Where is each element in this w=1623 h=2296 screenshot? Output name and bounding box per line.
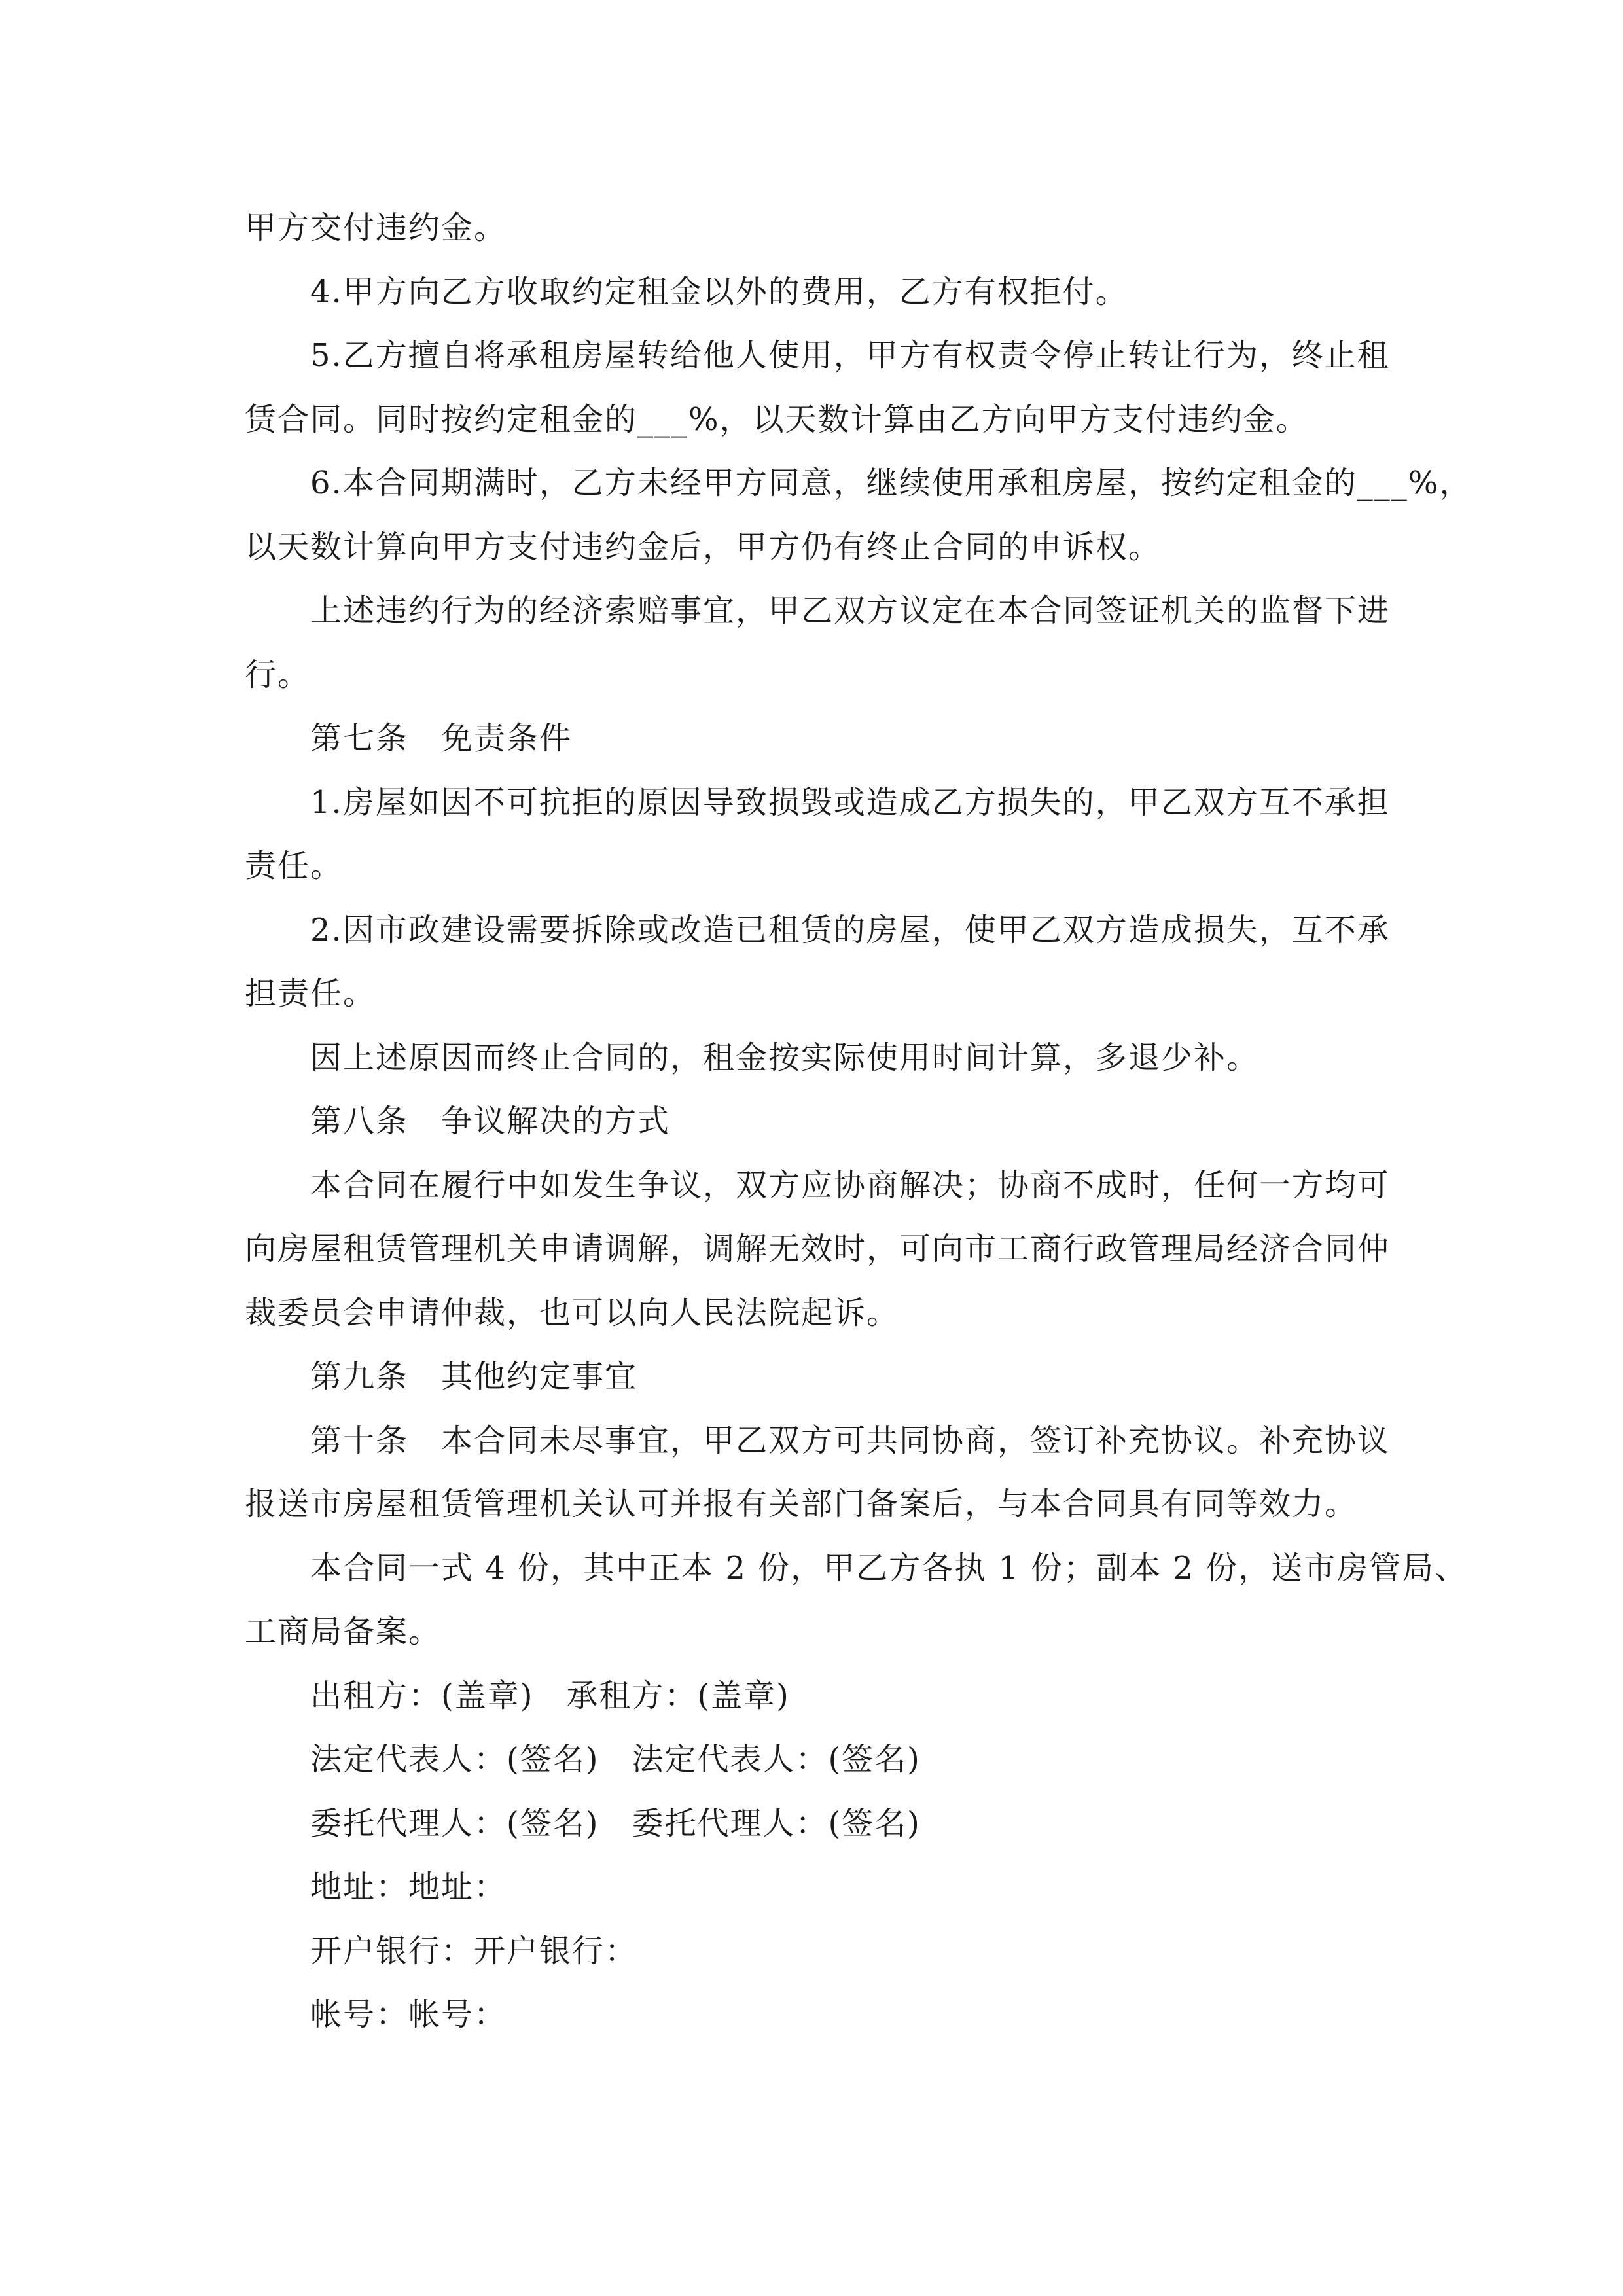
paragraph	[245, 1154, 1391, 1346]
paragraph	[245, 452, 1472, 579]
paragraph	[245, 1409, 1391, 1537]
text-line: 本合同一式 4 份，其中正本 2 份，甲乙方各执 1 份；副本 2 份，送市房管局、	[310, 1549, 1468, 1587]
paragraph	[245, 1728, 1383, 1792]
paragraph	[245, 1026, 1383, 1090]
text-line: 因上述原因而终止合同的，租金按实际使用时间计算，多退少补。	[310, 1039, 1260, 1076]
text-line: 报送市房屋租赁管理机关认可并报有关部门备案后，与本合同具有同等效力。	[245, 1486, 1358, 1522]
text-line: 4.甲方向乙方收取约定租金以外的费用，乙方有权拒付。	[310, 273, 1128, 310]
paragraph	[245, 324, 1390, 452]
text-line: 开户银行：开户银行：	[310, 1932, 638, 1969]
text-line: 责任。	[245, 848, 344, 884]
text-line: 裁委员会申请仲裁，也可以向人民法院起诉。	[245, 1294, 900, 1331]
text-line: 1.房屋如因不可抗拒的原因导致损毁或造成乙方损失的，甲乙双方互不承担	[310, 783, 1390, 821]
paragraph	[245, 1537, 1468, 1664]
text-line: 地址：地址：	[310, 1869, 507, 1905]
text-line: 甲方交付违约金。	[245, 209, 507, 246]
text-line: 委托代理人：(签名) 委托代理人：(签名)	[310, 1804, 921, 1842]
text-line: 第八条 争议解决的方式	[310, 1103, 671, 1139]
text-line: 以天数计算向甲方支付违约金后，甲方仍有终止合同的申诉权。	[245, 528, 1162, 565]
document-body	[245, 196, 1472, 2047]
paragraph	[245, 899, 1390, 1026]
paragraph	[245, 1090, 1383, 1154]
paragraph	[245, 771, 1390, 899]
text-line: 5.乙方擅自将承租房屋转给他人使用，甲方有权责令停止转让行为，终止租	[310, 337, 1390, 374]
text-line: 法定代表人：(签名) 法定代表人：(签名)	[310, 1741, 921, 1778]
text-line: 工商局备案。	[245, 1613, 442, 1650]
paragraph	[245, 1856, 1383, 1920]
text-line: 上述违约行为的经济索赔事宜，甲乙双方议定在本合同签证机关的监督下进	[310, 592, 1391, 629]
text-line: 担责任。	[245, 975, 376, 1012]
paragraph	[245, 1664, 1383, 1729]
paragraph	[245, 196, 1383, 260]
paragraph	[245, 1345, 1383, 1409]
text-line: 2.因市政建设需要拆除或改造已租赁的房屋，使甲乙双方造成损失，互不承	[310, 911, 1390, 948]
text-line: 第七条 免责条件	[310, 720, 573, 757]
text-line: 赁合同。同时按约定租金的___%，以天数计算由乙方向甲方支付违约金。	[245, 401, 1309, 438]
text-line: 第十条 本合同未尽事宜，甲乙双方可共同协商，签订补充协议。补充协议	[310, 1422, 1391, 1459]
text-line: 帐号：帐号：	[310, 1996, 507, 2033]
text-line: 向房屋租赁管理机关申请调解，调解无效时，可向市工商行政管理局经济合同仲	[245, 1230, 1391, 1267]
text-line: 出租方：(盖章) 承租方：(盖章)	[310, 1677, 790, 1714]
paragraph	[245, 260, 1383, 325]
paragraph	[245, 1920, 1383, 1984]
paragraph	[245, 1792, 1383, 1856]
text-line: 6.本合同期满时，乙方未经甲方同意，继续使用承租房屋，按约定租金的___%，	[310, 465, 1472, 501]
paragraph	[245, 1983, 1383, 2047]
paragraph	[245, 707, 1383, 771]
text-line: 本合同在履行中如发生争议，双方应协商解决；协商不成时，任何一方均可	[310, 1166, 1391, 1204]
text-line: 第九条 其他约定事宜	[310, 1358, 638, 1395]
text-line: 行。	[245, 656, 311, 693]
paragraph	[245, 579, 1391, 707]
